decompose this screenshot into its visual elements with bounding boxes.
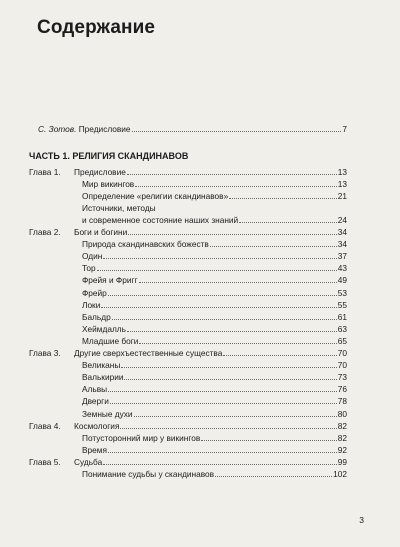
leader-dots: [124, 379, 336, 380]
toc-entry-text: Дверги: [82, 396, 109, 407]
toc-entry: [82, 299, 347, 311]
toc-entry: [74, 226, 347, 238]
toc-entry-text: Валькирии: [82, 372, 124, 383]
leader-dots: [103, 464, 337, 465]
toc-row[interactable]: [0, 202, 400, 214]
leader-dots: [108, 295, 337, 296]
toc-page-number: 61: [337, 311, 347, 322]
toc-entry-text: Земные духи: [82, 408, 133, 419]
toc-entry: [82, 444, 347, 456]
toc-row[interactable]: [0, 250, 400, 262]
toc-entry-text: Судьба: [74, 456, 103, 467]
leader-dots: [120, 428, 336, 429]
leader-dots: [229, 198, 337, 199]
toc-page-number: 55: [337, 299, 347, 310]
toc-row[interactable]: [0, 178, 400, 190]
toc-row-preface[interactable]: [0, 123, 400, 135]
toc-entry-text: Бальдр: [82, 311, 111, 322]
toc-entry: [82, 371, 347, 383]
toc-page-number: 7: [342, 124, 347, 134]
toc-entry: [82, 178, 347, 190]
leader-dots: [134, 416, 337, 417]
toc-page-number: 65: [337, 335, 347, 346]
toc-entry: [74, 347, 347, 359]
toc-page-number: 13: [337, 178, 347, 189]
leader-dots: [132, 131, 342, 132]
toc-page-number: 82: [337, 432, 347, 443]
leader-dots: [112, 319, 337, 320]
toc-entry: [74, 456, 347, 468]
toc-entry: [82, 335, 347, 347]
leader-dots: [127, 174, 337, 175]
toc-row[interactable]: [0, 432, 400, 444]
leader-dots: [210, 246, 337, 247]
toc-entry-text: [38, 123, 131, 135]
toc-entry-text: Понимание судьбы у скандинавов: [82, 469, 215, 479]
toc-row[interactable]: [0, 262, 400, 274]
toc-page-number: 82: [337, 420, 347, 431]
toc-row[interactable]: [0, 444, 400, 456]
toc-page-number: 76: [337, 384, 347, 395]
toc-row[interactable]: [0, 190, 400, 202]
toc-entry: [82, 359, 347, 371]
toc-row[interactable]: [0, 311, 400, 323]
toc-entry: [82, 214, 347, 226]
toc-entry-text: Альвы: [82, 384, 108, 395]
toc-entry-text: Потусторонний мир у викингов: [82, 432, 201, 443]
toc-row[interactable]: [0, 468, 400, 480]
toc-entry-text: Определение «религии скандинавов»: [82, 190, 229, 201]
toc-page-number: 21: [337, 190, 347, 201]
toc-entry: [38, 123, 347, 135]
toc-page-number: 78: [337, 396, 347, 407]
part-heading: ЧАСТЬ 1. РЕЛИГИЯ СКАНДИНАВОВ: [29, 151, 189, 161]
leader-dots: [201, 440, 337, 441]
toc-entry: [82, 202, 347, 214]
toc-row[interactable]: [0, 359, 400, 371]
toc-page-number: 70: [337, 360, 347, 371]
toc-entry-text: Великаны: [82, 360, 121, 371]
toc-row[interactable]: [0, 226, 400, 238]
toc-part-heading-row: [0, 150, 400, 162]
toc-row[interactable]: [0, 456, 400, 468]
toc-row[interactable]: [0, 214, 400, 226]
toc-page-number: 34: [337, 227, 347, 237]
chapter-label: Глава 3.: [29, 348, 61, 358]
toc-entry: [82, 262, 347, 274]
toc-entry: [82, 274, 347, 286]
leader-dots: [215, 476, 332, 477]
toc-row[interactable]: [0, 347, 400, 359]
toc-row[interactable]: [0, 420, 400, 432]
toc-entry: [74, 420, 347, 432]
preface-label: Предисловие: [78, 124, 131, 134]
toc-page-number: 102: [333, 469, 347, 479]
toc-page-number: 92: [337, 444, 347, 455]
toc-row[interactable]: [0, 323, 400, 335]
leader-dots: [135, 186, 337, 187]
toc-page-number: 63: [337, 323, 347, 334]
toc-entry: [82, 395, 347, 407]
toc-entry: [82, 323, 347, 335]
toc-entry-text: Фрейр: [82, 287, 107, 298]
leader-dots: [139, 343, 336, 344]
toc-entry-text: Один: [82, 251, 103, 262]
toc-page-number: 80: [337, 408, 347, 419]
toc-page-number: 70: [337, 348, 347, 358]
toc-row[interactable]: [0, 287, 400, 299]
toc-row[interactable]: [0, 274, 400, 286]
page-title: Содержание: [37, 17, 156, 38]
toc-entry-text: Мир викингов: [82, 178, 135, 189]
leader-dots: [110, 403, 337, 404]
toc-entry-text: Младшие боги: [82, 335, 139, 346]
toc-entry: [82, 408, 347, 420]
leader-dots: [108, 391, 337, 392]
toc-page-number: 37: [337, 251, 347, 262]
chapter-label: Глава 4.: [29, 420, 61, 431]
leader-dots: [139, 282, 337, 283]
leader-dots: [97, 270, 337, 271]
leader-dots: [223, 355, 336, 356]
toc-page-number: 49: [337, 275, 347, 286]
toc-entry: [82, 250, 347, 262]
leader-dots: [127, 331, 337, 332]
toc-row[interactable]: [0, 335, 400, 347]
leader-dots: [101, 307, 336, 308]
toc-entry: [82, 432, 347, 444]
toc-entry-text: Природа скандинавских божеств: [82, 239, 209, 250]
preface-author: С. Зотов.: [38, 124, 77, 134]
toc-page-number: 53: [337, 287, 347, 298]
toc-row[interactable]: [0, 238, 400, 250]
toc-entry: [82, 383, 347, 395]
toc-page-number: 24: [337, 214, 347, 225]
chapter-label: Глава 1.: [29, 166, 61, 177]
toc-page-number: 13: [337, 166, 347, 177]
toc-entry-text: Предисловие: [74, 166, 126, 177]
chapter-label: Глава 5.: [29, 456, 61, 467]
toc-page-number: 43: [337, 263, 347, 274]
toc-entry-text: Тор: [82, 263, 96, 274]
toc-entry: [82, 468, 347, 480]
toc-row[interactable]: [0, 408, 400, 420]
toc-entry-text: Фрейя и Фригг: [82, 275, 138, 286]
toc-entry-text: Источники, методы: [82, 202, 156, 213]
toc-entry-text: Другие сверхъестественные существа: [74, 348, 223, 358]
toc-entry-text: Время: [82, 444, 107, 455]
toc-entry-text: Боги и богини: [74, 227, 128, 237]
chapter-label: Глава 2.: [29, 227, 61, 237]
leader-dots: [108, 452, 337, 453]
toc-entry-text: и современное состояние наших знаний: [82, 214, 239, 225]
toc-entry: [74, 166, 347, 178]
toc-entry: [82, 311, 347, 323]
leader-dots: [239, 222, 337, 223]
toc-entry-text: Космология: [74, 420, 120, 431]
toc-entry-text: Хеймдалль: [82, 323, 126, 334]
toc-page-number: 99: [337, 456, 347, 467]
leader-dots: [121, 367, 336, 368]
page-number: 3: [359, 515, 364, 525]
toc-entry-text: Локи: [82, 299, 101, 310]
toc-page-number: 73: [337, 372, 347, 383]
toc-entry: [82, 238, 347, 250]
toc-row[interactable]: [0, 383, 400, 395]
toc-entry: [82, 287, 347, 299]
toc-row[interactable]: [0, 395, 400, 407]
toc-row[interactable]: [0, 371, 400, 383]
toc-page-number: 34: [337, 239, 347, 250]
toc-row[interactable]: [0, 166, 400, 178]
toc-entry: [82, 190, 347, 202]
leader-dots: [103, 258, 336, 259]
toc-row[interactable]: [0, 299, 400, 311]
leader-dots: [128, 234, 337, 235]
